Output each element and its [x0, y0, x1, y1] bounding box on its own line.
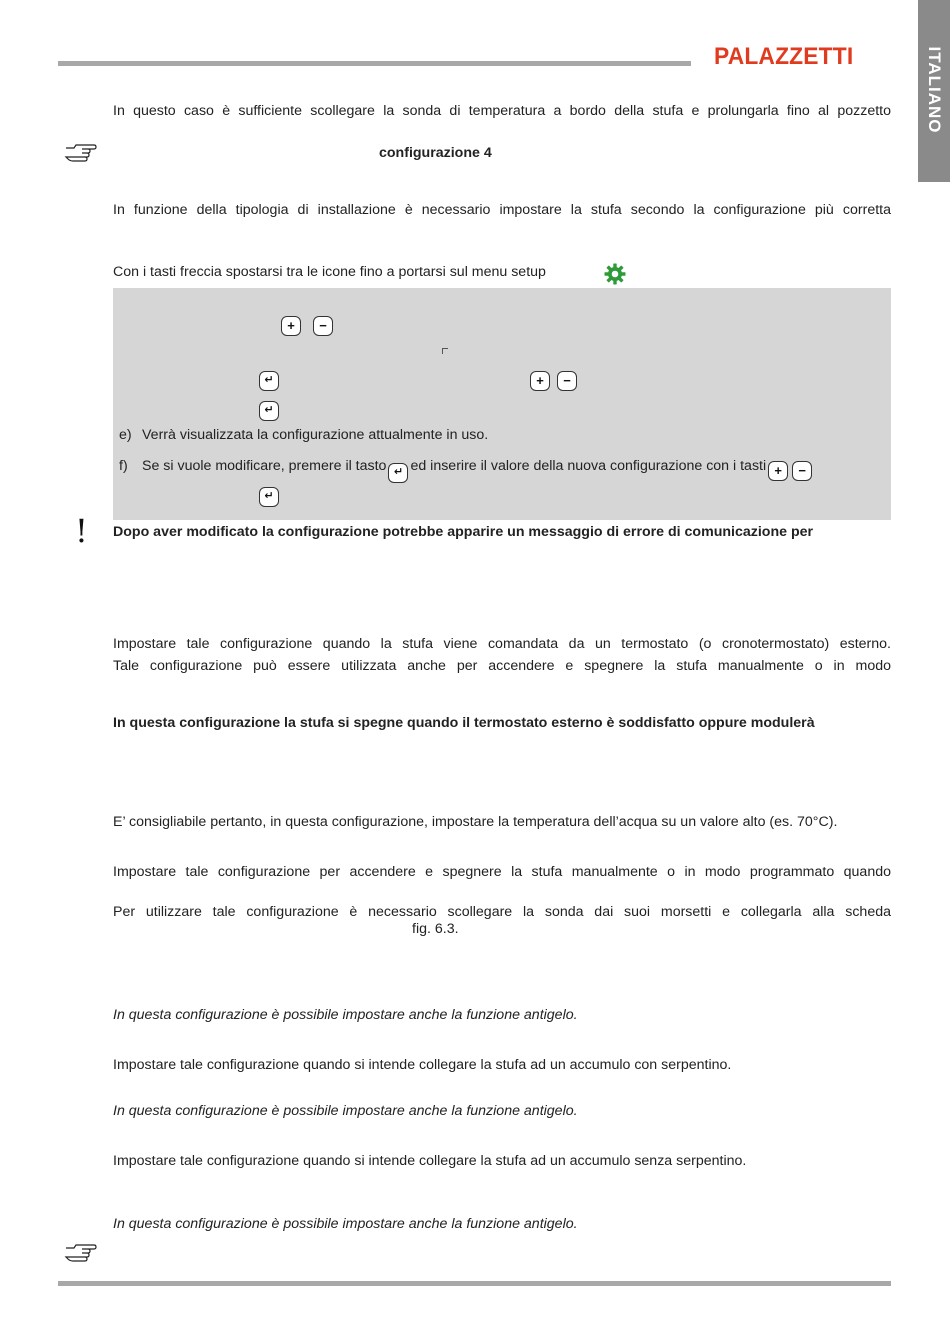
plus-key[interactable]: +: [768, 461, 788, 481]
minus-key[interactable]: −: [792, 461, 812, 481]
language-tab-label: ITALIANO: [925, 46, 944, 134]
header-rule: [58, 61, 691, 66]
probe-paragraph: Per utilizzare tale configurazione è necessario scollegare la sonda dai suoi morsetti e collegarla alla scheda: [113, 904, 891, 920]
antigelo-note-1: In questa configurazione è possibile impostare anche la funzione antigelo.: [113, 1007, 578, 1023]
step-f-text-part2: ed inserire il valore della nuova configurazione con i tasti: [410, 458, 767, 474]
minus-key[interactable]: −: [313, 316, 333, 336]
manual-config-paragraph: Impostare tale configurazione per accendere e spegnere la stufa manualmente o in modo programmato quando: [113, 864, 891, 880]
intro-paragraph: In questo caso è sufficiente scollegare la sonda di temperatura a bordo della stufa e prolungarla fino al pozzetto: [113, 103, 891, 119]
step-f-text-part1: Se si vuole modificare, premere il tasto: [142, 458, 387, 474]
antigelo-note-3: In questa configurazione è possibile impostare anche la funzione antigelo.: [113, 1216, 578, 1232]
step-f-text: [142, 457, 814, 483]
gear-icon: [604, 263, 626, 285]
procedure-panel: [113, 288, 891, 520]
config4-label: configurazione 4: [379, 145, 492, 161]
footer-rule: [58, 1281, 891, 1286]
tick-mark: [442, 348, 448, 354]
step-e-label: e): [119, 427, 132, 443]
config-paragraph-line1: Impostare tale configurazione quando la stufa viene comandata da un termostato (o cronotermostato) esterno.: [113, 636, 891, 652]
installation-paragraph: In funzione della tipologia di installazione è necessario impostare la stufa secondo la configurazione più corretta: [113, 202, 891, 218]
enter-key[interactable]: ↵: [259, 401, 279, 421]
language-tab[interactable]: [918, 0, 950, 182]
minus-key[interactable]: −: [557, 371, 577, 391]
enter-key[interactable]: ↵: [259, 487, 279, 507]
brand-logo: PALAZZETTI: [714, 43, 854, 70]
warning-text: Dopo aver modificato la configurazione potrebbe apparire un messaggio di errore di comunicazione per: [113, 524, 814, 540]
enter-key[interactable]: ↵: [259, 371, 279, 391]
antigelo-note-2: In questa configurazione è possibile impostare anche la funzione antigelo.: [113, 1103, 578, 1119]
accumulo-serpentino-paragraph: Impostare tale configurazione quando si intende collegare la stufa ad un accumulo con serpentino.: [113, 1057, 732, 1073]
figure-reference: fig. 6.3.: [412, 921, 459, 937]
pointing-hand-icon: [64, 1242, 98, 1264]
config-paragraph-line2: Tale configurazione può essere utilizzata anche per accendere e spegnere la stufa manualmente o in modo: [113, 658, 891, 674]
setup-instruction: Con i tasti freccia spostarsi tra le icone fino a portarsi sul menu setup: [113, 264, 546, 280]
pointing-hand-icon: [64, 142, 98, 164]
enter-key[interactable]: ↵: [388, 463, 408, 483]
accumulo-senza-serpentino-paragraph: Impostare tale configurazione quando si intende collegare la stufa ad un accumulo senza serpentino.: [113, 1153, 747, 1169]
water-temp-advice: E’ consigliabile pertanto, in questa configurazione, impostare la temperatura dell’acqua su un valore alto (es. 70°C).: [113, 814, 838, 830]
exclamation-icon: !: [75, 512, 88, 550]
config-bold-note: In questa configurazione la stufa si spegne quando il termostato esterno è soddisfatto oppure modulerà: [113, 715, 815, 731]
step-f-label: f): [119, 458, 128, 474]
step-e-text: Verrà visualizzata la configurazione attualmente in uso.: [142, 427, 489, 443]
plus-key[interactable]: +: [530, 371, 550, 391]
plus-key[interactable]: +: [281, 316, 301, 336]
